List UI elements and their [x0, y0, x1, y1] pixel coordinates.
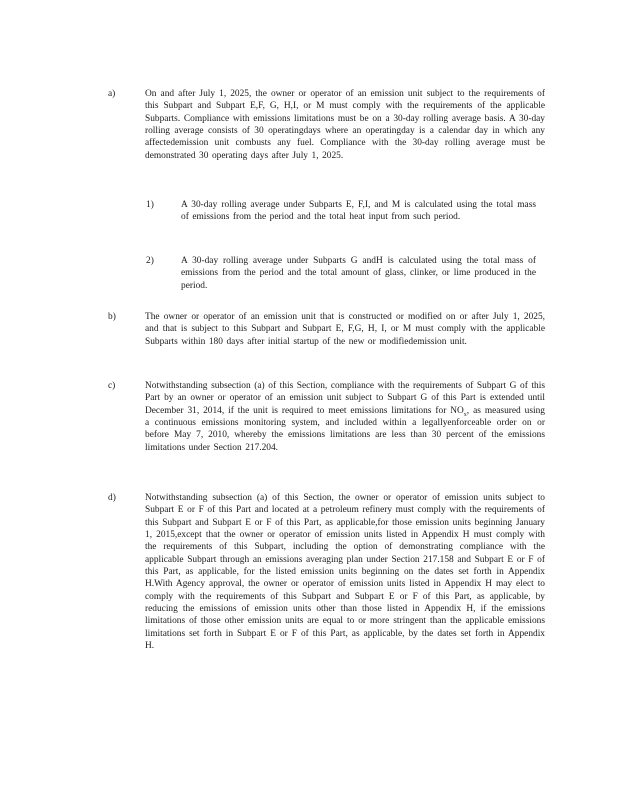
item-text: [145, 380, 545, 454]
subitem-marker: 1): [146, 200, 154, 210]
item-marker: b): [108, 312, 116, 322]
subitem-marker: 2): [146, 256, 154, 266]
item-text: The owner or operator of an emission unit that is constructed or modified on or after July 1, 2025, and that is subject to this Subpart and Subpart E, F,G, H, I, or M must comply with the applicable Subparts within 180 days after initial startup of the new or modifiedemission unit.: [145, 312, 545, 347]
item-marker: d): [108, 493, 116, 503]
subitem-text: A 30-day rolling average under Subparts E, F,I, and M is calculated using the total mass of emissions from the period and the total heat input from such period.: [181, 200, 536, 223]
item-marker: a): [108, 89, 116, 99]
item-text-part: Notwithstanding subsection (a) of this Section, compliance with the requirements of Subpart G of this Part by an owner or operator of an emission unit subject to Subpart G of this Part is extended until December 31, 2014, if the unit is required to meet emissions limitations for NO: [145, 381, 545, 416]
nox-subscript: x: [463, 411, 467, 418]
item-text-part: , as measured using a continuous emissions monitoring system, and included within a legallyenforceable order on or before May 7, 2010, whereby the emissions limitations are less than 30 percent of the emissions limitations under Section 217.204.: [145, 405, 545, 453]
subitem-text: A 30-day rolling average under Subparts G andH is calculated using the total mass of emissions from the period and the total amount of glass, clinker, or lime produced in the period.: [181, 256, 536, 291]
item-text: On and after July 1, 2025, the owner or operator of an emission unit subject to the requirements of this Subpart and Subpart E,F, G, H,I, or M must comply with the requirements of the applicable Subparts. Compliance with emissions limitations must be on a 30-day rolling average basis. A 30-day rolling average consists of 30 operatingdays where an operatingday is a calendar day in which any affectedemission unit combusts any fuel. Compliance with the 30-day rolling average must be demonstrated 30 operating days after July 1, 2025.: [145, 89, 545, 161]
item-marker: c): [108, 381, 116, 391]
item-text: Notwithstanding subsection (a) of this Section, the owner or operator of emission units subject to Subpart E or F of this Part and located at a petroleum refinery must comply with the requirements of this Subpart and Subpart E or F of this Part, as applicable,for those emission units beginning January 1, 2015,except that the owner or operator of emission units listed in Appendix H must comply with the requirements of this Subpart, including the option of demonstrating compliance with the applicable Subpart through an emissions averaging plan under Section 217.158 and Subpart E or F of this Part, as applicable, for the listed emission units beginning on the dates set forth in Appendix H.With Agency approval, the owner or operator of emission units listed in Appendix H may elect to comply with the requirements of this Subpart and Subpart E or F of this Part, as applicable, by reducing the emissions of emission units other than those listed in Appendix H, if the emissions limitations of those other emission units are equal to or more stringent than the applicable emissions limitations set forth in Subpart E or F of this Part, as applicable, by the dates set forth in Appendix H.: [145, 493, 545, 652]
